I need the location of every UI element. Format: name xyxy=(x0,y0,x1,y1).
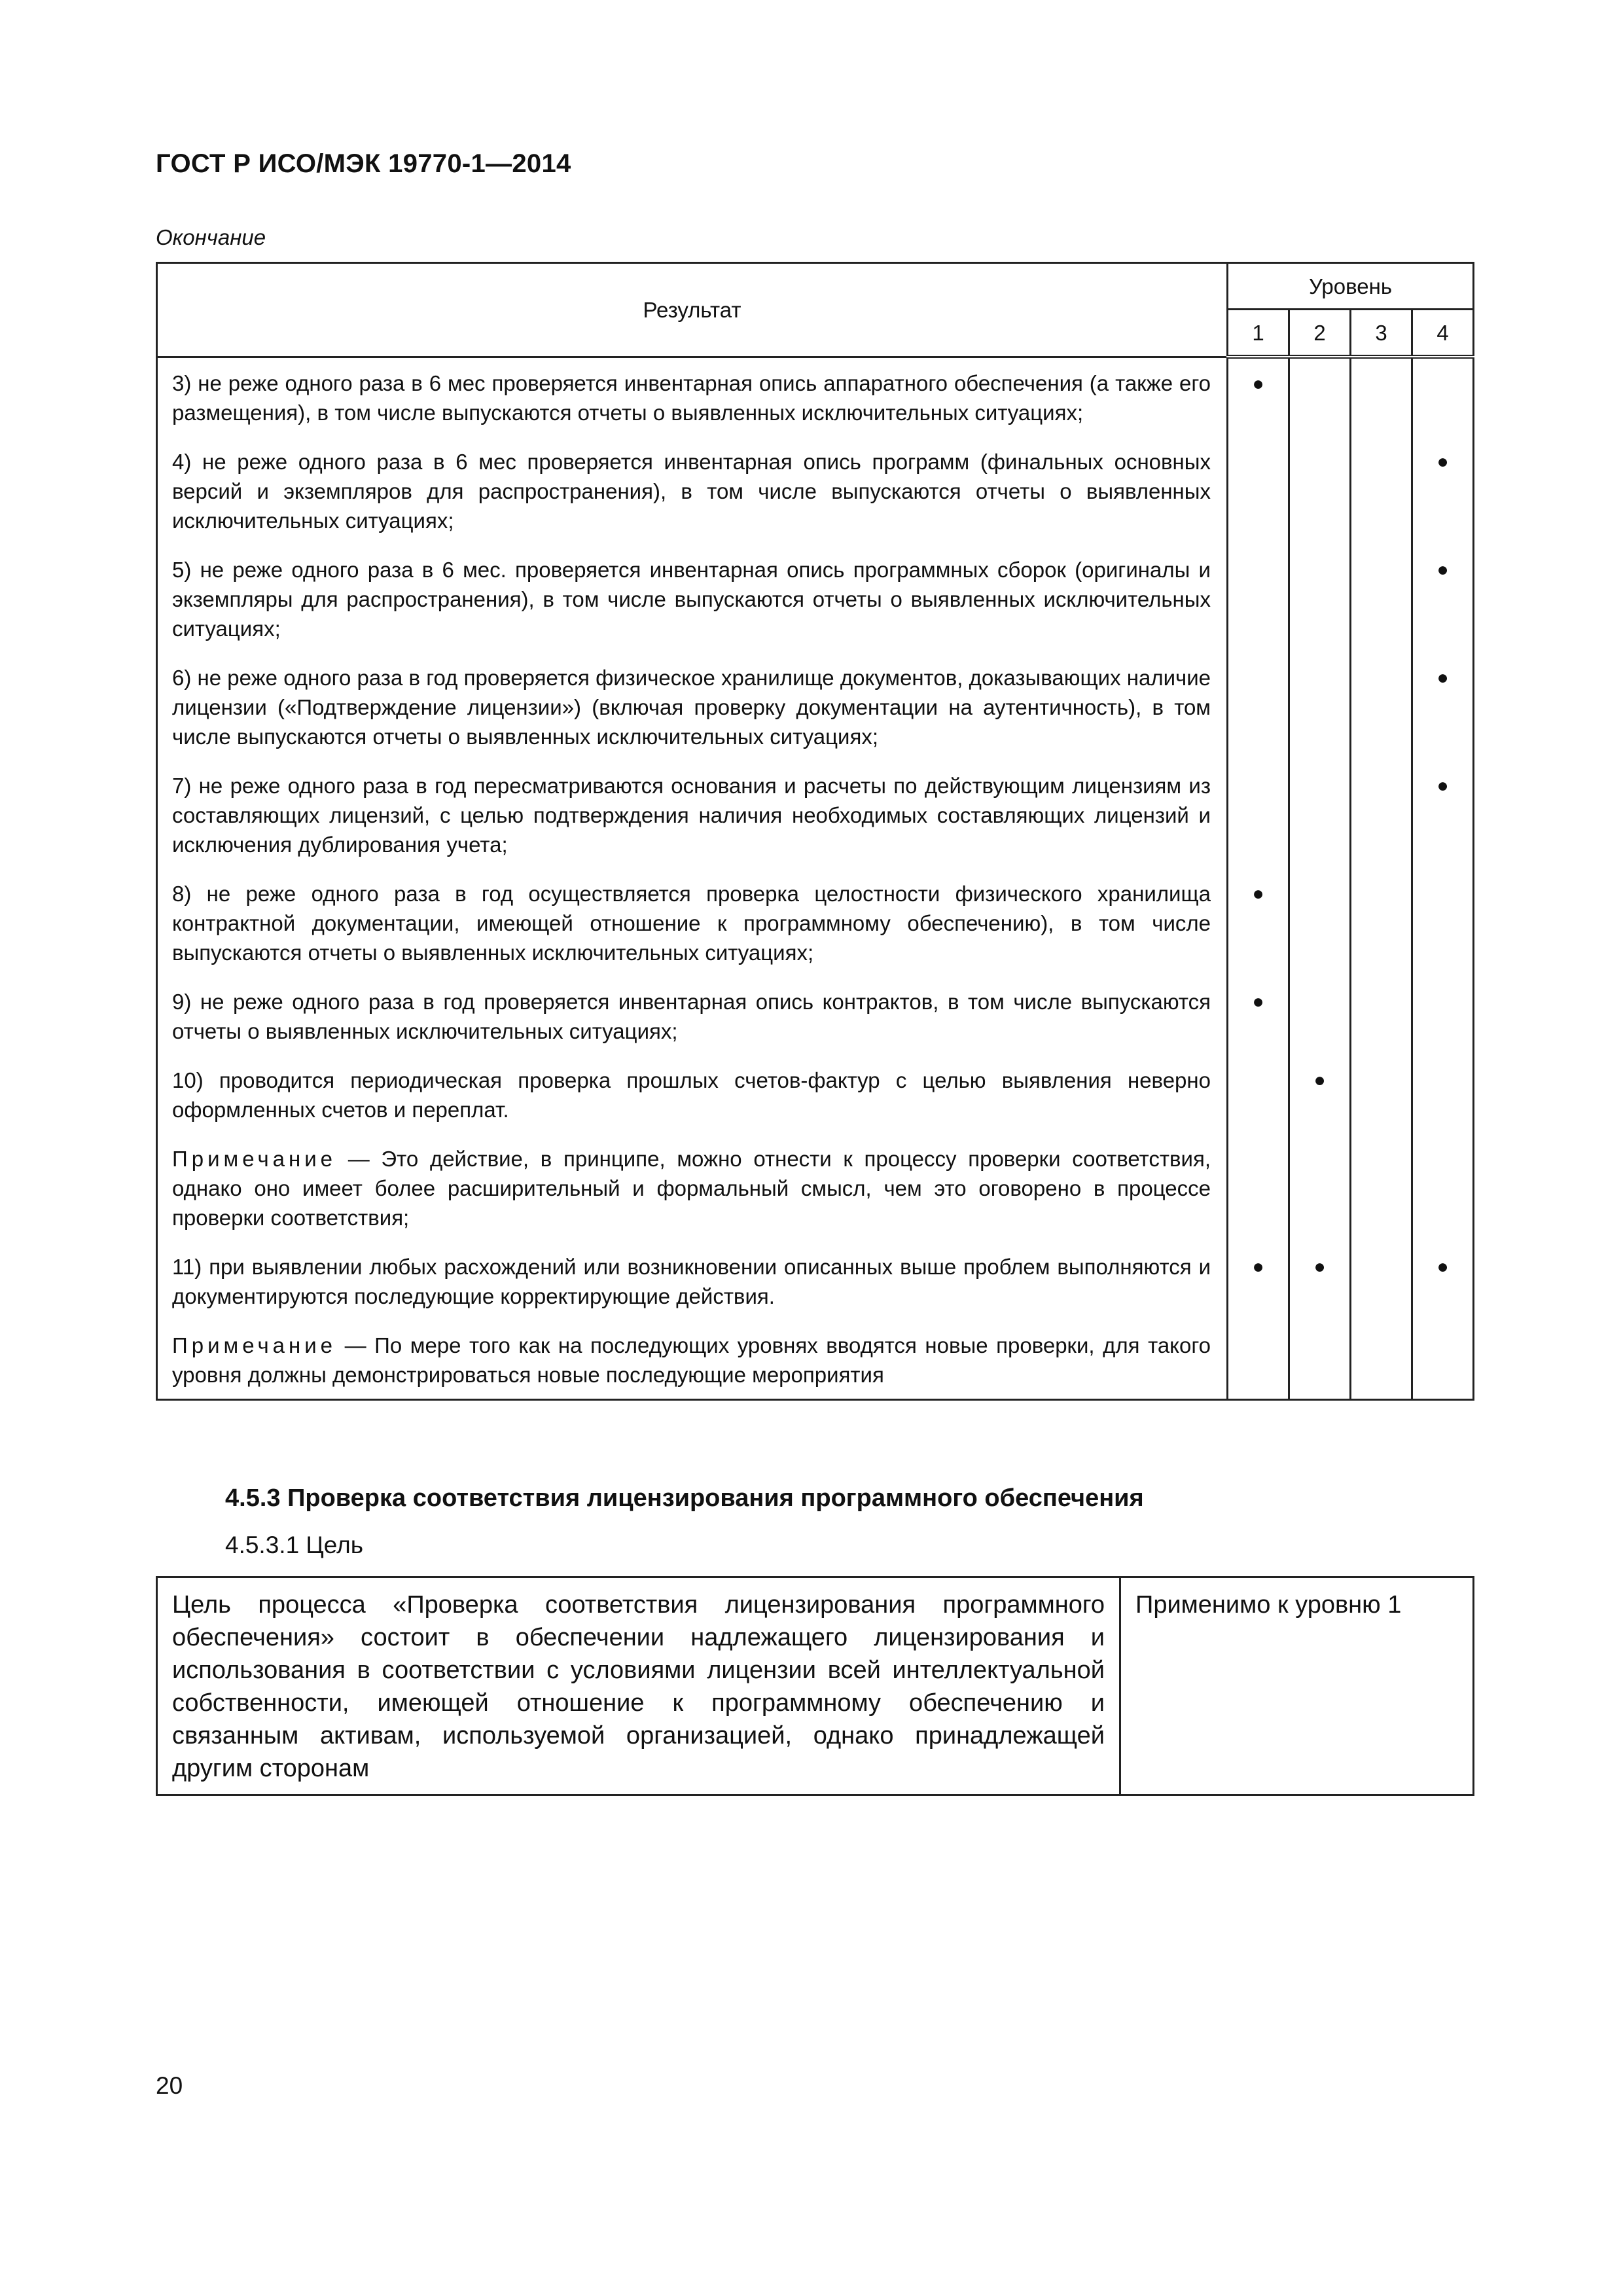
table-row xyxy=(157,977,1474,1055)
level-4-cell xyxy=(1412,357,1474,437)
level-4-cell xyxy=(1412,1320,1474,1400)
level-1-cell xyxy=(1228,1242,1289,1320)
level-4-cell xyxy=(1412,437,1474,545)
bullet-mark: ● xyxy=(1436,774,1449,797)
table-continuation-label: Окончание xyxy=(156,225,266,249)
level-3-cell xyxy=(1351,761,1412,869)
level-4-cell xyxy=(1412,869,1474,977)
purpose-row xyxy=(157,1577,1474,1795)
level-2-cell xyxy=(1289,437,1351,545)
level-1-cell xyxy=(1228,437,1289,545)
level-3-cell xyxy=(1351,1055,1412,1134)
page-number: 20 xyxy=(156,2072,183,2099)
section-title: 4.5.3 Проверка соответствия лицензирования программного обеспечения xyxy=(225,1484,1144,1512)
level-2-cell xyxy=(1289,869,1351,977)
level-2-cell xyxy=(1289,1055,1351,1134)
level-1-cell xyxy=(1228,357,1289,437)
level-4-cell xyxy=(1412,977,1474,1055)
table-note-row xyxy=(157,1320,1474,1400)
level-3-cell xyxy=(1351,545,1412,653)
level-3-cell xyxy=(1351,1320,1412,1400)
bullet-mark: ● xyxy=(1436,1255,1449,1278)
level-1-cell xyxy=(1228,1134,1289,1242)
bullet-mark: ● xyxy=(1313,1069,1326,1091)
level-4-cell xyxy=(1412,653,1474,761)
table-row xyxy=(157,869,1474,977)
table-row xyxy=(157,1055,1474,1134)
level-2-cell xyxy=(1289,1134,1351,1242)
result-text: 10) проводится периодическая проверка прошлых счетов-фактур с целью выявления неверно оформленных счетов и переплат. xyxy=(172,1067,1211,1122)
document-code: ГОСТ Р ИСО/МЭК 19770-1—2014 xyxy=(156,149,571,178)
level-2-cell xyxy=(1289,357,1351,437)
level-number-3: 3 xyxy=(1351,310,1412,357)
table-row xyxy=(157,545,1474,653)
result-column-header: Результат xyxy=(157,263,1228,357)
bullet-mark: ● xyxy=(1252,1255,1264,1278)
result-text: 6) не реже одного раза в год проверяется физическое хранилище документов, доказывающих наличие лицензии («Подтверждение лицензии») (включая проверку документации на аутентичность), в том числе выпускаются отчеты о выявленных исключительных ситуациях; xyxy=(172,665,1211,749)
level-2-cell xyxy=(1289,977,1351,1055)
table-row xyxy=(157,357,1474,437)
level-2-cell xyxy=(1289,1242,1351,1320)
result-text: 5) не реже одного раза в 6 мес. проверяется инвентарная опись программных сборок (оригиналы и экземпляры для распространения), в том числе выпускаются отчеты о выявленных исключительных ситуациях; xyxy=(172,557,1211,641)
table-note-row xyxy=(157,1134,1474,1242)
result-cell xyxy=(157,357,1228,437)
result-text: 8) не реже одного раза в год осуществляется проверка целостности физического хранилища контрактной документации, имеющей отношение к программному обеспечению), в том числе выпускаются отчеты о выявленных исключительных ситуациях; xyxy=(172,881,1211,965)
level-3-cell xyxy=(1351,1134,1412,1242)
purpose-applicability: Применимо к уровню 1 xyxy=(1120,1577,1474,1795)
result-text: 11) при выявлении любых расхождений или возникновении описанных выше проблем выполняются и документируются последующие корректирующие действия. xyxy=(172,1254,1211,1308)
table-row xyxy=(157,653,1474,761)
bullet-mark: ● xyxy=(1252,990,1264,1013)
purpose-text: Цель процесса «Проверка соответствия лицензирования программного обеспечения» состоит в обеспечении надлежащего лицензирования и использования в соответствии с условиями лицензии всей интеллектуальной собственности, имеющей отношение к программному обеспечению и связанным активам, используемой организацией, однако принадлежащей другим сторонам xyxy=(157,1577,1120,1795)
level-column-header: Уровень xyxy=(1228,263,1474,310)
bullet-mark: ● xyxy=(1436,450,1449,473)
level-3-cell xyxy=(1351,977,1412,1055)
result-cell xyxy=(157,977,1228,1055)
levels-table xyxy=(156,262,1474,1401)
level-4-cell xyxy=(1412,1134,1474,1242)
note-label: Примечание xyxy=(172,1333,337,1357)
level-number-4: 4 xyxy=(1412,310,1474,357)
result-text: 7) не реже одного раза в год пересматриваются основания и расчеты по действующим лицензиям из составляющих лицензий, с целью подтверждения наличия необходимых составляющих лицензий и исключения дублирования учета; xyxy=(172,773,1211,857)
level-4-cell xyxy=(1412,1242,1474,1320)
level-3-cell xyxy=(1351,357,1412,437)
result-text: 3) не реже одного раза в 6 мес проверяется инвентарная опись аппаратного обеспечения (а также его размещения), в том числе выпускаются отчеты о выявленных исключительных ситуациях; xyxy=(172,370,1211,425)
bullet-mark: ● xyxy=(1436,666,1449,689)
bullet-mark: ● xyxy=(1252,373,1264,395)
result-cell xyxy=(157,1055,1228,1134)
result-cell xyxy=(157,1242,1228,1320)
level-1-cell xyxy=(1228,653,1289,761)
level-1-cell xyxy=(1228,869,1289,977)
bullet-mark: ● xyxy=(1252,882,1264,905)
level-4-cell xyxy=(1412,1055,1474,1134)
level-2-cell xyxy=(1289,1320,1351,1400)
level-3-cell xyxy=(1351,653,1412,761)
result-text: — По мере того как на последующих уровнях вводятся новые проверки, для такого уровня должны демонстрироваться новые последующие мероприятия xyxy=(172,1333,1211,1387)
result-cell xyxy=(157,545,1228,653)
level-4-cell xyxy=(1412,761,1474,869)
level-number-1: 1 xyxy=(1228,310,1289,357)
bullet-mark: ● xyxy=(1436,558,1449,581)
result-text: 9) не реже одного раза в год проверяется инвентарная опись контрактов, в том числе выпускаются отчеты о выявленных исключительных ситуациях; xyxy=(172,989,1211,1043)
table-row xyxy=(157,1242,1474,1320)
level-1-cell xyxy=(1228,977,1289,1055)
level-1-cell xyxy=(1228,761,1289,869)
level-number-2: 2 xyxy=(1289,310,1351,357)
level-2-cell xyxy=(1289,545,1351,653)
level-2-cell xyxy=(1289,653,1351,761)
levels-table-body xyxy=(157,357,1474,1399)
level-3-cell xyxy=(1351,437,1412,545)
level-1-cell xyxy=(1228,1320,1289,1400)
result-cell xyxy=(157,869,1228,977)
result-cell xyxy=(157,437,1228,545)
result-text: 4) не реже одного раза в 6 мес проверяется инвентарная опись программ (финальных основных версий и экземпляров для распространения), в том числе выпускаются отчеты о выявленных исключительных ситуациях; xyxy=(172,449,1211,533)
result-cell xyxy=(157,1134,1228,1242)
result-text: — Это действие, в принципе, можно отнести к процессу проверки соответствия, однако оно имеет более расширительный и формальный смысл, чем это оговорено в процессе проверки соответствия; xyxy=(172,1146,1211,1230)
level-3-cell xyxy=(1351,1242,1412,1320)
purpose-table xyxy=(156,1576,1474,1796)
subsection-title: 4.5.3.1 Цель xyxy=(225,1532,364,1558)
level-3-cell xyxy=(1351,869,1412,977)
result-cell xyxy=(157,1320,1228,1400)
result-cell xyxy=(157,653,1228,761)
note-label: Примечание xyxy=(172,1146,337,1171)
level-2-cell xyxy=(1289,761,1351,869)
level-1-cell xyxy=(1228,1055,1289,1134)
table-row xyxy=(157,437,1474,545)
bullet-mark: ● xyxy=(1313,1255,1326,1278)
table-row xyxy=(157,761,1474,869)
level-1-cell xyxy=(1228,545,1289,653)
result-cell xyxy=(157,761,1228,869)
level-4-cell xyxy=(1412,545,1474,653)
